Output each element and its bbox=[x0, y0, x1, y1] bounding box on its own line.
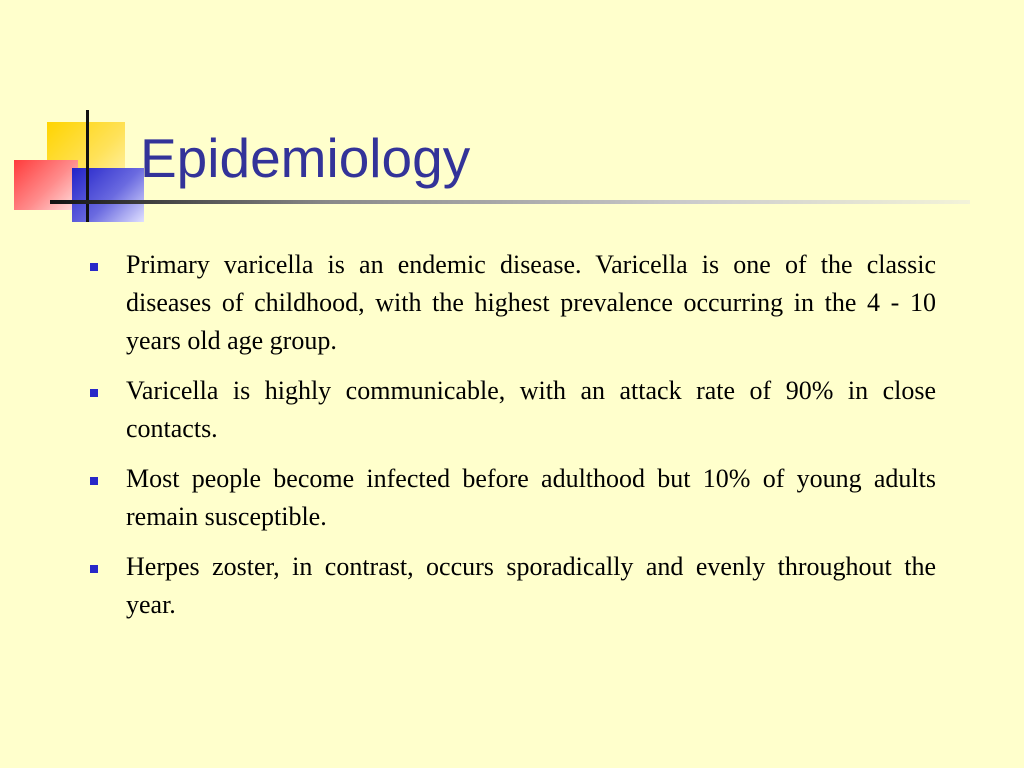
bullet-square-icon bbox=[90, 389, 98, 397]
title-underline bbox=[50, 200, 970, 204]
bullet-text: Most people become infected before adulthood but 10% of young adults remain susceptible. bbox=[126, 464, 936, 531]
bullet-square-icon bbox=[90, 263, 98, 271]
bullet-square-icon bbox=[90, 477, 98, 485]
bullet-text: Primary varicella is an endemic disease. Varicella is one of the classic diseases of childhood, with the highest prevalence occurring in the 4 - 10 years old age group. bbox=[126, 250, 936, 355]
bullet-square-icon bbox=[90, 565, 98, 573]
bullet-item bbox=[84, 548, 936, 624]
blue-square bbox=[72, 168, 144, 222]
bullet-item bbox=[84, 246, 936, 360]
bullet-text: Varicella is highly communicable, with an attack rate of 90% in close contacts. bbox=[126, 376, 936, 443]
slide-title: Epidemiology bbox=[140, 127, 471, 189]
slide-logo-decoration bbox=[0, 0, 160, 240]
vertical-rule bbox=[86, 110, 89, 222]
bullet-item bbox=[84, 460, 936, 536]
bullet-list bbox=[84, 246, 936, 636]
bullet-text: Herpes zoster, in contrast, occurs sporadically and evenly throughout the year. bbox=[126, 552, 936, 619]
bullet-item bbox=[84, 372, 936, 448]
